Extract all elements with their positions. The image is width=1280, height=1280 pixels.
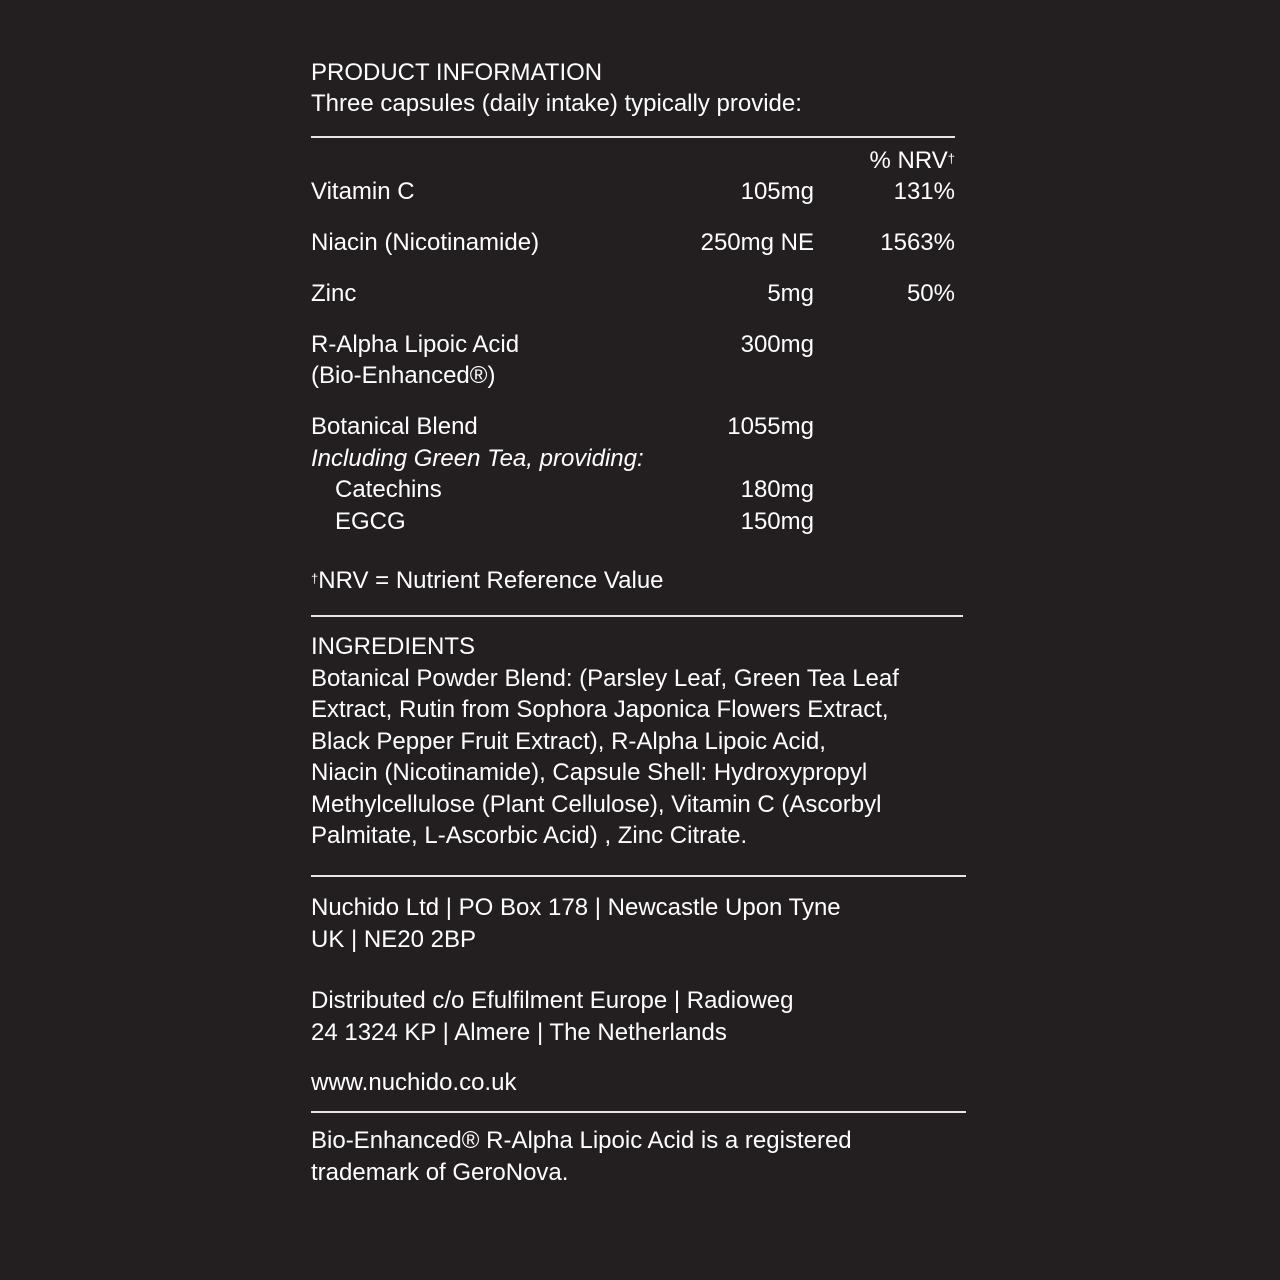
address-line: Nuchido Ltd | PO Box 178 | Newcastle Upon Tyne (311, 894, 841, 921)
distributor-line: Distributed c/o Efulfilment Europe | Radioweg (311, 987, 794, 1014)
company-address (311, 892, 841, 955)
product-info-heading: PRODUCT INFORMATION (311, 59, 603, 86)
trademark-notice (311, 1125, 852, 1188)
ingredients-heading: INGREDIENTS (311, 633, 476, 660)
ingredients-line: Botanical Powder Blend: (Parsley Leaf, Green Tea Leaf (311, 664, 899, 692)
ingredients-section (311, 631, 899, 852)
dagger-mark: † (311, 571, 319, 586)
nrv-column-header: % NRV† (869, 147, 955, 174)
nutrient-amount: 250mg NE (700, 229, 814, 256)
nutrient-amount: 105mg (740, 178, 814, 205)
distributor-address (311, 985, 793, 1048)
distributor-line: 24 1324 KP | Almere | The Netherlands (311, 1018, 727, 1046)
divider (311, 136, 955, 138)
dagger-mark: † (947, 151, 955, 166)
nutrient-name: R-Alpha Lipoic Acid (311, 331, 520, 358)
nutrient-nrv: 131% (893, 178, 955, 205)
trademark-line: trademark of GeroNova. (311, 1158, 569, 1186)
nutrient-amount: 5mg (767, 280, 814, 307)
ingredients-line: Black Pepper Fruit Extract), R-Alpha Lipoic Acid, (311, 727, 826, 755)
nutrient-nrv: 1563% (880, 229, 955, 256)
sub-nutrient-name: Catechins (335, 476, 442, 503)
nutrient-name: Botanical Blend (311, 413, 478, 440)
nrv-footnote: †NRV = Nutrient Reference Value (311, 567, 664, 594)
sub-nutrient-amount: 180mg (740, 476, 814, 503)
sub-nutrient-name: EGCG (335, 508, 406, 535)
nutrient-name: Niacin (Nicotinamide) (311, 229, 540, 256)
divider (311, 875, 966, 877)
nutrient-name: Vitamin C (311, 178, 415, 205)
divider (311, 615, 963, 617)
website-link[interactable]: www.nuchido.co.uk (311, 1069, 517, 1096)
divider (311, 1111, 966, 1113)
sub-nutrient-amount: 150mg (740, 508, 814, 535)
ingredients-line: Palmitate, L-Ascorbic Acid) , Zinc Citrate. (311, 822, 748, 849)
ingredients-line: Extract, Rutin from Sophora Japonica Flowers Extract, (311, 696, 889, 723)
blend-note: Including Green Tea, providing: (311, 445, 644, 472)
address-line: UK | NE20 2BP (311, 925, 476, 953)
nutrient-amount: 300mg (740, 331, 814, 358)
ingredients-line: Niacin (Nicotinamide), Capsule Shell: Hydroxypropyl (311, 759, 868, 786)
ingredients-line: Methylcellulose (Plant Cellulose), Vitamin C (Ascorbyl (311, 790, 882, 818)
nutrient-nrv: 50% (906, 280, 955, 307)
product-info-subheading: Three capsules (daily intake) typically provide: (311, 90, 802, 117)
nutrient-name: Zinc (311, 280, 357, 307)
nutrient-name-line2: (Bio-Enhanced®) (311, 362, 496, 389)
nutrient-amount: 1055mg (727, 413, 814, 440)
trademark-line: Bio-Enhanced® R-Alpha Lipoic Acid is a registered (311, 1127, 852, 1154)
